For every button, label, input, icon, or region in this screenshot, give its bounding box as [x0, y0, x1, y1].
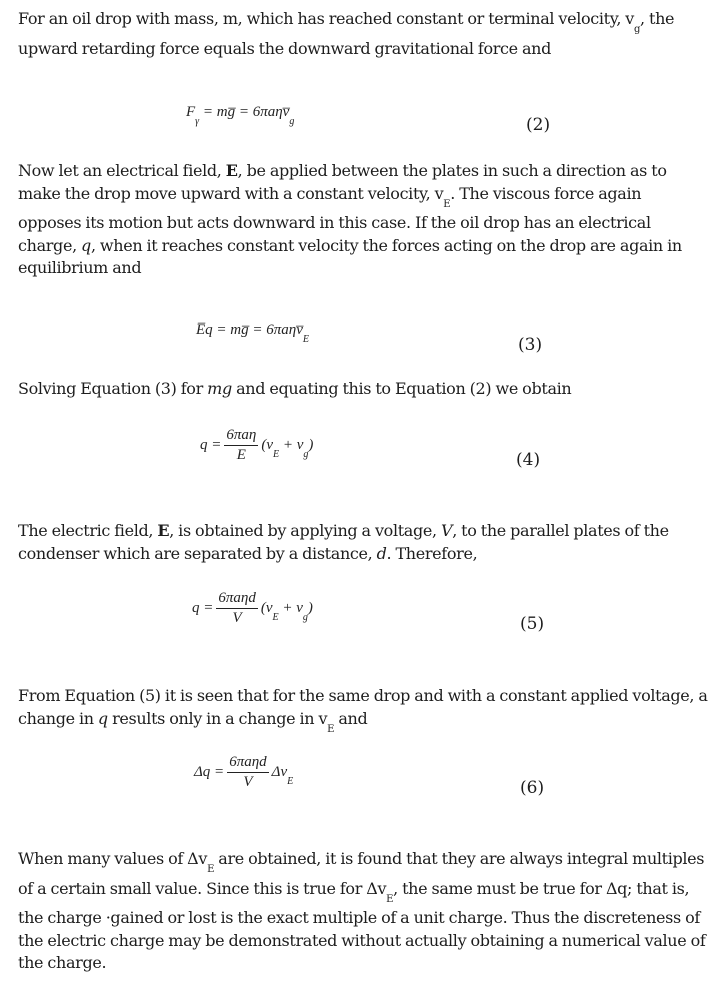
equation-2	[186, 104, 295, 127]
paragraph-voltage	[18, 520, 708, 565]
p6-text-c: , the same must be true for Δq; that is, the charge ·gained or lost is the exact multiple of a unit charge. Thus the discreteness of the electric charge may be demonstrated without actually obtaining a numerical value of the charge.	[18, 878, 706, 973]
p3-mg-symbol: mg	[207, 379, 232, 398]
p5-text-b: results only in a change in v	[107, 708, 328, 728]
p2-text-a: Now let an electrical field,	[18, 161, 226, 180]
eq5-fraction	[216, 590, 257, 627]
p4-voltage-symbol: V	[440, 521, 453, 540]
eq6-rhs: Δv	[271, 763, 288, 780]
eq6-denominator: V	[243, 774, 253, 790]
p4-text-b: , is obtained by applying a voltage,	[169, 521, 441, 540]
p1-text-b: , the upward retarding force equals the downward gravitational force and	[18, 9, 675, 58]
p4-text-e: . Therefore,	[386, 543, 478, 563]
eq5-subscript-2: g	[302, 611, 308, 623]
p4-text-c: , to the parallel plates of the condenser which are separated by a distance,	[18, 521, 669, 563]
equation-3-number: (3)	[518, 335, 543, 355]
p2-text-c: . The viscous force again opposes its motion but acts downward in this case. If the oil drop has an electrical charge,	[18, 183, 651, 255]
eq5-paren-a: (v	[260, 599, 273, 616]
equation-3	[196, 322, 309, 345]
p6-subscript-2: E	[386, 893, 394, 905]
p2-field-symbol: E	[225, 161, 238, 180]
eq6-numerator: 6πaηd	[227, 754, 268, 773]
equation-4	[200, 427, 313, 464]
paragraph-electric-field	[18, 160, 708, 280]
eq5-numerator: 6πaηd	[216, 590, 257, 609]
p4-field-symbol: E	[157, 521, 170, 540]
p3-text-a: Solving Equation (3) for	[18, 379, 208, 398]
eq4-subscript-1: E	[273, 448, 280, 460]
equation-5-number: (5)	[520, 614, 545, 634]
eq3-velocity-subscript: E	[302, 334, 309, 345]
p2-charge-symbol: q	[81, 235, 91, 255]
eq4-paren-b: + v	[279, 436, 304, 453]
eq4-paren-c: )	[308, 436, 314, 453]
equation-4-number: (4)	[516, 450, 541, 470]
eq5-denominator: V	[232, 610, 242, 626]
eq4-fraction	[224, 427, 258, 464]
eq2-force-symbol: F	[186, 104, 196, 120]
eq2-expression: = mg̅ = 6πaηv̅	[199, 104, 290, 120]
p5-text-a: From Equation (5) it is seen that for the same drop and with a constant applied voltage, a change in	[18, 686, 708, 728]
eq4-paren-a: (v	[261, 436, 273, 453]
p5-text-c: and	[334, 708, 368, 728]
eq4-denominator: E	[236, 447, 246, 463]
p4-distance-symbol: d	[376, 543, 387, 563]
eq6-fraction	[227, 754, 268, 791]
eq5-paren-b: + v	[278, 599, 303, 616]
eq4-lhs: q =	[200, 436, 222, 453]
equation-5	[192, 590, 313, 627]
p6-text-a: When many values of Δv	[18, 849, 208, 868]
p5-charge-symbol: q	[97, 708, 108, 728]
p1-subscript: g	[633, 24, 641, 36]
eq5-subscript-1: E	[272, 611, 279, 623]
paragraph-solving	[18, 378, 708, 401]
p2-text-b: , be applied between the plates in such a direction as to make the drop move upward with a constant velocity, v	[18, 161, 667, 203]
paragraph-change-in-q	[18, 685, 708, 737]
p6-subscript-1: E	[207, 864, 215, 876]
eq5-lhs: q =	[192, 599, 214, 616]
eq5-paren-c: )	[307, 599, 313, 616]
p4-text-a: The electric field,	[18, 521, 158, 540]
eq6-subscript: E	[287, 775, 294, 787]
eq2-force-subscript: γ	[195, 116, 200, 127]
p2-subscript: E	[443, 198, 451, 210]
p3-text-b: and equating this to Equation (2) we obtain	[231, 379, 572, 398]
p6-text-b: are obtained, it is found that they are always integral multiples of a certain small value. Since this is true for Δv	[18, 849, 705, 898]
eq4-numerator: 6πaη	[224, 427, 258, 446]
p2-text-d: , when it reaches constant velocity the forces acting on the drop are again in equilibrium and	[18, 235, 682, 278]
equation-6-number: (6)	[520, 778, 545, 798]
eq4-subscript-2: g	[303, 448, 309, 460]
eq6-lhs: Δq =	[194, 763, 225, 780]
eq3-expression: E̅q = mg̅ = 6πaηv̅	[196, 322, 303, 338]
eq2-velocity-subscript: g	[289, 116, 295, 127]
p1-text-a: For an oil drop with mass, m, which has reached constant or terminal velocity, v	[18, 9, 634, 28]
paragraph-terminal-velocity	[18, 8, 708, 60]
equation-2-number: (2)	[526, 115, 551, 135]
p5-subscript: E	[327, 723, 335, 735]
equation-6	[194, 754, 293, 791]
paragraph-discreteness	[18, 848, 708, 975]
